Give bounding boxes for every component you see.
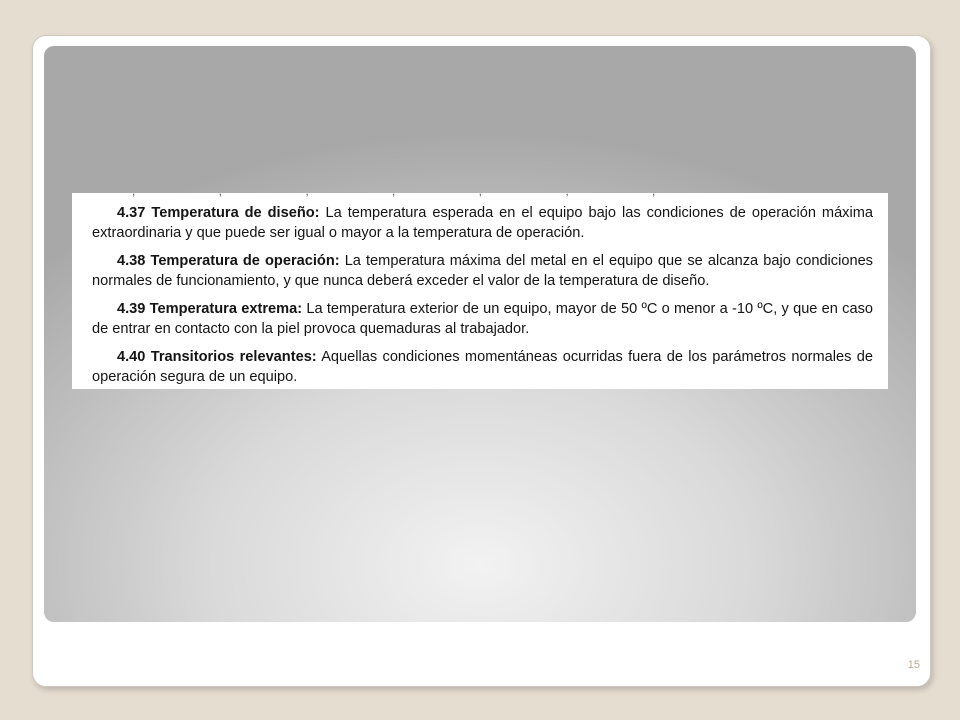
definition-term: 4.40 Transitorios relevantes: bbox=[117, 349, 317, 365]
document-excerpt bbox=[72, 184, 888, 389]
definition-text: Aquellas condiciones momentáneas ocurridas fuera de los parámetros normales de operación segura de un equipo. bbox=[92, 349, 873, 385]
page-number: 15 bbox=[907, 659, 920, 671]
definition-paragraph-4-38 bbox=[92, 251, 873, 291]
definition-paragraph-4-40 bbox=[92, 347, 873, 387]
definition-paragraph-4-37 bbox=[92, 203, 873, 243]
cropped-text-line: , , , , , , , bbox=[132, 184, 696, 198]
definition-term: 4.39 Temperatura extrema: bbox=[117, 301, 303, 317]
definition-text: La temperatura esperada en el equipo bajo las condiciones de operación máxima extraordinaria y que puede ser igual o mayor a la temperatura de operación. bbox=[92, 205, 873, 241]
definition-text: La temperatura exterior de un equipo, mayor de 50 ºC o menor a -10 ºC, y que en caso de entrar en contacto con la piel provoca quemaduras al trabajador. bbox=[92, 301, 873, 337]
definition-term: 4.38 Temperatura de operación: bbox=[117, 253, 340, 269]
definition-text: La temperatura máxima del metal en el equipo que se alcanza bajo condiciones normales de funcionamiento, y que nunca deberá exceder el valor de la temperatura de diseño. bbox=[92, 253, 873, 289]
definition-term: 4.37 Temperatura de diseño: bbox=[117, 205, 320, 221]
definition-paragraph-4-39 bbox=[92, 299, 873, 339]
